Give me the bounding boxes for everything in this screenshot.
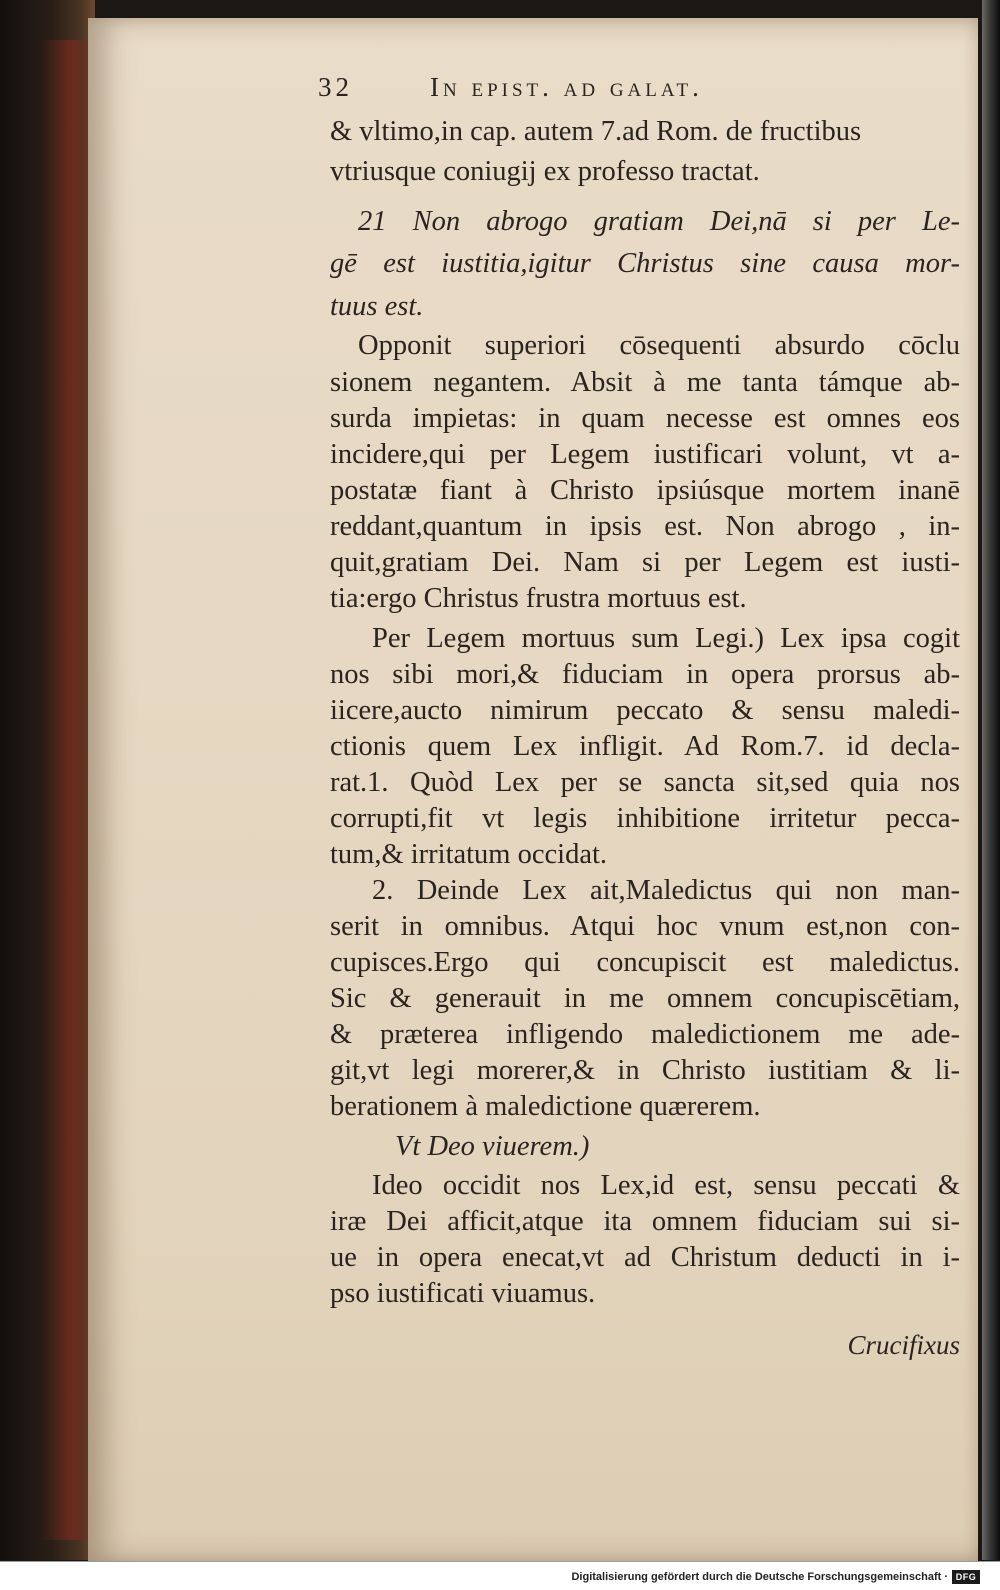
body-line: iræ Dei afficit,atque ita omnem fiduciam sui si- [330,1206,960,1237]
body-line: 21 Non abrogo gratiam Dei,nā si per Le- [358,206,960,237]
body-line: rat.1. Quòd Lex per se sancta sit,sed quia nos [330,767,960,798]
binding-edge-tint [40,40,92,1540]
body-line: ue in opera enecat,vt ad Christum deducti in i- [330,1242,960,1273]
body-line: quit,gratiam Dei. Nam si per Legem est iusti- [330,547,960,578]
body-line: ctionis quem Lex infligit. Ad Rom.7. id decla- [330,731,960,762]
body-line: Vt Deo viuerem.) [395,1131,590,1162]
body-line: & præterea infligendo maledictionem me ade- [330,1019,960,1050]
body-line: berationem à maledictione quærerem. [330,1091,761,1122]
right-border [982,0,1000,1560]
body-line: Per Legem mortuus sum Legi.) Lex ipsa cogit [372,623,960,654]
page-number: 32 [318,72,353,102]
body-line: postatæ fiant à Christo ipsiúsque mortem inanē [330,475,960,506]
body-line: serit in omnibus. Atqui hoc vnum est,non con- [330,911,960,942]
body-line: Ideo occidit nos Lex,id est, sensu peccati & [372,1170,960,1201]
body-line: surda impietas: in quam necesse est omnes eos [330,403,960,434]
body-line: incidere,qui per Legem iustificari volunt, vt a- [330,439,960,470]
body-line: gē est iustitia,igitur Christus sine causa mor- [330,248,960,279]
body-line: reddant,quantum in ipsis est. Non abrogo , in- [330,511,960,542]
body-line: 2. Deinde Lex ait,Maledictus qui non man- [372,875,960,906]
catchword: Crucifixus [847,1330,960,1360]
body-line: sionem negantem. Absit à me tanta támque ab- [330,367,960,398]
running-title: In epist. ad galat. [430,72,703,102]
body-line: nos sibi mori,& fiduciam in opera prorsus ab- [330,659,960,690]
body-line: & vltimo,in cap. autem 7.ad Rom. de fructibus [330,116,862,147]
body-line: tia:ergo Christus frustra mortuus est. [330,583,747,614]
body-line: corrupti,fit vt legis inhibitione irritetur pecca- [330,803,960,834]
footer-bar [0,1561,1000,1590]
funding-credit: Digitalisierung gefördert durch die Deutsche Forschungsgemeinschaft · [571,1571,948,1583]
body-line: iicere,aucto nimirum peccato & sensu maledi- [330,695,960,726]
dfg-logo: DFG [952,1570,980,1584]
body-line: git,vt legi morerer,& in Christo iustitiam & li- [330,1055,960,1086]
body-line: cupisces.Ergo qui concupiscit est maledictus. [330,947,960,978]
body-line: tuus est. [330,291,424,322]
body-line: tum,& irritatum occidat. [330,839,608,870]
body-line: pso iustificati viuamus. [330,1278,596,1309]
body-line: Sic & generauit in me omnem concupiscētiam, [330,983,960,1014]
body-line: Opponit superiori cōsequenti absurdo cōclu [358,330,960,361]
body-line: vtriusque coniugij ex professo tractat. [330,156,760,187]
running-header [318,72,848,112]
